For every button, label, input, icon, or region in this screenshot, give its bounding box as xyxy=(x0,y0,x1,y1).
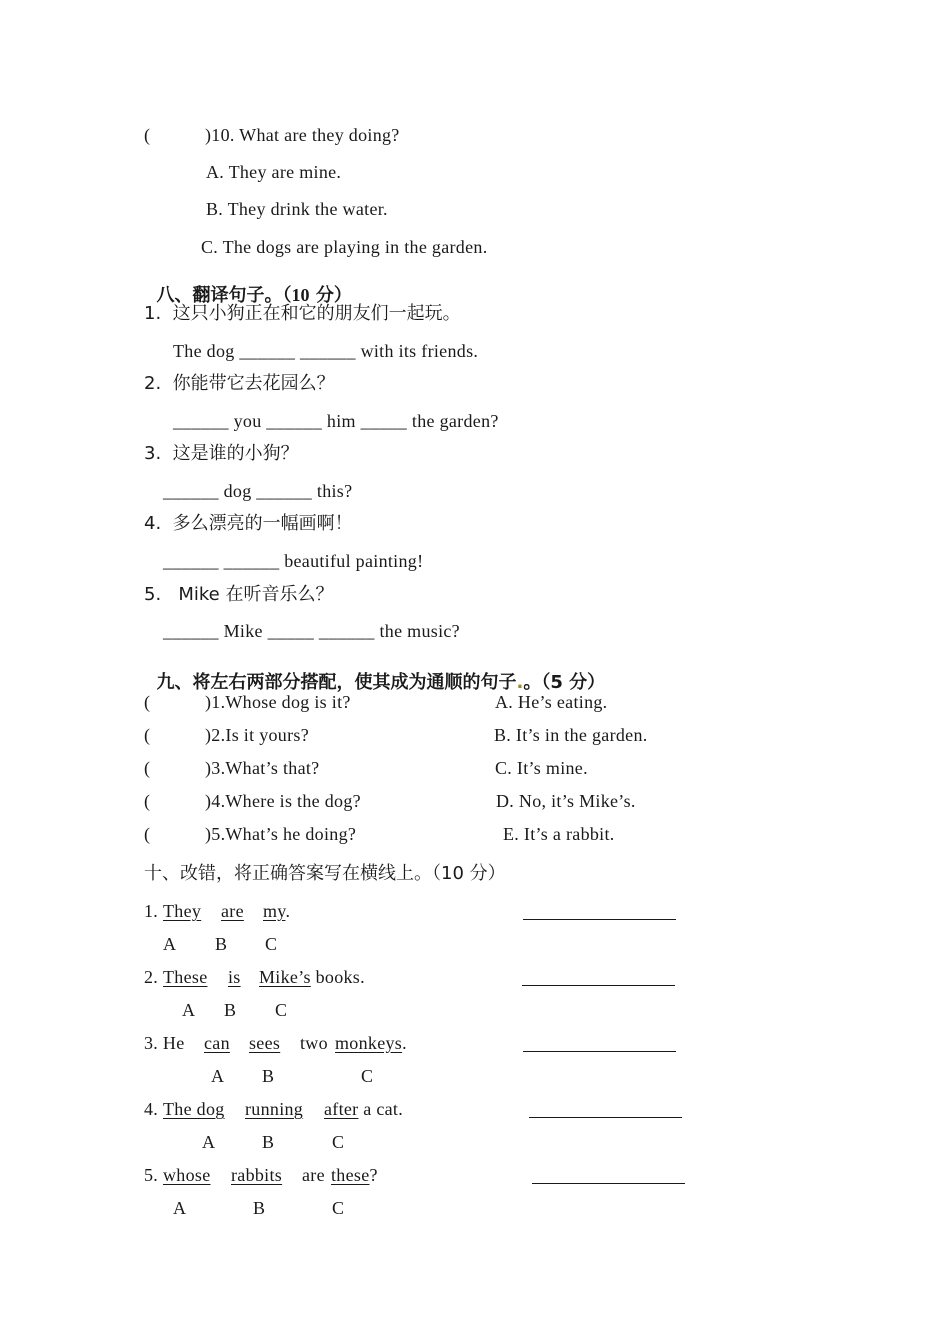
error-1-c-group xyxy=(263,902,290,920)
question-10-stem: )10. What are they doing? xyxy=(205,125,400,145)
section-8-title-text: 八、翻译句子。（ xyxy=(156,285,292,306)
error-3-tail: . xyxy=(402,1033,407,1053)
letter-b: B xyxy=(253,1198,266,1218)
error-2-c: Mike’s xyxy=(259,967,311,987)
answer-line-4[interactable] xyxy=(529,1117,682,1118)
match-paren-1: ( xyxy=(144,692,151,712)
error-2-a: These xyxy=(163,967,208,987)
error-4-b: running xyxy=(245,1099,304,1119)
section-9-title-text: 九、将左右两部分搭配，使其成为通顺的句子 xyxy=(156,672,517,693)
error-3-mid: two xyxy=(300,1033,328,1053)
match-right-b: B. It’s in the garden. xyxy=(494,725,648,745)
letter-c: C xyxy=(332,1132,345,1152)
match-paren-4: ( xyxy=(144,791,151,811)
error-5-c: these xyxy=(331,1165,370,1185)
letter-b: B xyxy=(224,1000,237,1020)
match-paren-5: ( xyxy=(144,824,151,844)
letter-c: C xyxy=(332,1198,345,1218)
answer-line-5[interactable] xyxy=(532,1183,685,1184)
match-right-c: C. It’s mine. xyxy=(495,758,588,778)
option-a: A. They are mine. xyxy=(206,162,342,182)
letter-a: A xyxy=(163,934,177,954)
letter-a: A xyxy=(182,1000,196,1020)
option-c: C. The dogs are playing in the garden. xyxy=(201,237,488,257)
error-5-c-group xyxy=(331,1166,378,1184)
translate-en-1: The dog ______ ______ with its friends. xyxy=(173,341,479,361)
error-num-3: 3. He xyxy=(144,1033,185,1053)
match-left-5: )5.What’s he doing? xyxy=(205,824,357,844)
match-left-2: )2.Is it yours? xyxy=(205,725,309,745)
error-2-b: is xyxy=(228,967,241,987)
letter-b: B xyxy=(262,1066,275,1086)
error-3-a: can xyxy=(204,1033,230,1053)
section-10-title: 十、改错，将正确答案写在横线上。（10 分） xyxy=(144,863,506,884)
translate-en-2: ______ you ______ him _____ the garden? xyxy=(173,411,499,431)
translate-cn-1: 1. 这只小狗正在和它的朋友们一起玩。 xyxy=(144,303,461,324)
error-1-c: my xyxy=(263,901,286,921)
match-paren-3: ( xyxy=(144,758,151,778)
letter-b: B xyxy=(215,934,228,954)
answer-line-2[interactable] xyxy=(522,985,675,986)
error-1-tail: . xyxy=(285,901,291,921)
letter-b: B xyxy=(262,1132,275,1152)
letter-c: C xyxy=(361,1066,374,1086)
section-9-title-end: 。（5 分） xyxy=(523,672,606,693)
error-5-a: whose xyxy=(163,1165,211,1185)
translate-en-3: ______ dog ______ this? xyxy=(163,481,353,501)
match-paren-2: ( xyxy=(144,725,151,745)
translate-cn-3: 3. 这是谁的小狗？ xyxy=(144,443,299,464)
translate-cn-4: 4. 多么漂亮的一幅画啊！ xyxy=(144,513,353,534)
error-5-tail: ? xyxy=(369,1165,378,1185)
error-num-1: 1. xyxy=(144,901,159,921)
answer-line-1[interactable] xyxy=(523,919,676,920)
error-3-b: sees xyxy=(249,1033,281,1053)
letter-a: A xyxy=(211,1066,225,1086)
match-right-e: E. It’s a rabbit. xyxy=(503,824,615,844)
error-5-b: rabbits xyxy=(231,1165,283,1185)
error-5-mid: are xyxy=(302,1165,325,1185)
letter-c: C xyxy=(275,1000,288,1020)
error-3-c: monkeys xyxy=(335,1033,403,1053)
section-9-title-mark: . xyxy=(516,672,524,693)
letter-c: C xyxy=(265,934,278,954)
match-left-3: )3.What’s that? xyxy=(205,758,320,778)
translate-en-4: ______ ______ beautiful painting! xyxy=(163,551,424,571)
translate-en-5: ______ Mike _____ ______ the music? xyxy=(163,621,460,641)
error-1-b: are xyxy=(221,901,244,921)
match-right-a: A. He’s eating. xyxy=(495,692,608,712)
error-3-c-group xyxy=(335,1034,407,1052)
match-right-d: D. No, it’s Mike’s. xyxy=(496,791,636,811)
section-8-score: 10 xyxy=(291,285,310,305)
error-4-a: The dog xyxy=(163,1099,225,1119)
translate-cn-5: 5. Mike 在听音乐么？ xyxy=(144,584,334,605)
error-2-c-group xyxy=(259,968,365,986)
error-num-4: 4. xyxy=(144,1099,159,1119)
error-4-tail: a cat. xyxy=(358,1099,404,1119)
answer-line-3[interactable] xyxy=(523,1051,676,1052)
error-num-5: 5. xyxy=(144,1165,159,1185)
section-8-title-end: 分） xyxy=(309,285,352,306)
section-9-title xyxy=(144,656,605,692)
section-8-title xyxy=(144,268,352,305)
letter-a: A xyxy=(173,1198,187,1218)
error-num-2: 2. xyxy=(144,967,159,987)
error-2-tail: books. xyxy=(310,967,365,987)
match-left-1: )1.Whose dog is it? xyxy=(205,692,351,712)
error-4-c: after xyxy=(324,1099,359,1119)
error-1-a: They xyxy=(163,901,202,921)
letter-a: A xyxy=(202,1132,216,1152)
error-4-c-group xyxy=(324,1100,403,1118)
answer-paren: ( xyxy=(144,125,151,145)
translate-cn-2: 2. 你能带它去花园么？ xyxy=(144,373,335,394)
match-left-4: )4.Where is the dog? xyxy=(205,791,361,811)
option-b: B. They drink the water. xyxy=(206,199,388,219)
